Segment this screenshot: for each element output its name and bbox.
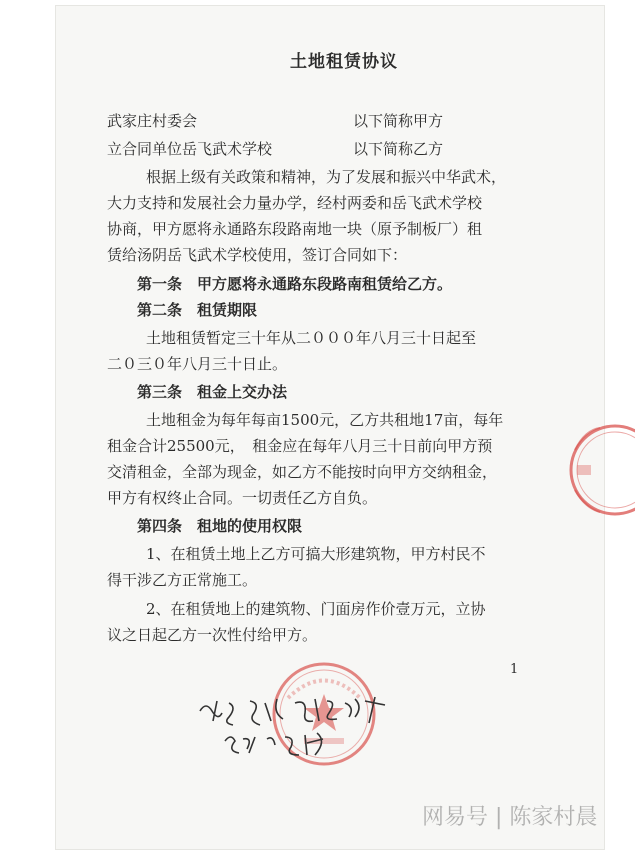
intro-line: 赁给汤阴岳飞武术学校使用，签订合同如下：: [107, 246, 408, 264]
article-2-line: 土地租赁暂定三十年从二０００年八月三十日起至: [146, 329, 477, 347]
document-title: 土地租赁协议: [290, 52, 398, 72]
handwritten-signature: [195, 693, 415, 763]
article-4-line: 议之日起乙方一次性付给甲方。: [107, 626, 318, 644]
page-number: 1: [510, 662, 519, 677]
article-4-line: 2、在租赁地上的建筑物、门面房作价壹万元，立协: [146, 600, 486, 618]
article-3-line: 甲方有权终止合同。一切责任乙方自负。: [107, 489, 378, 507]
article-4-title: 第四条 租地的使用权限: [137, 517, 303, 535]
article-2-title: 第二条 租赁期限: [137, 301, 258, 319]
article-4-line: 得干涉乙方正常施工。: [107, 571, 258, 589]
red-seal-stamp-icon: [555, 410, 635, 530]
article-3-line: 交清租金，全部为现金，如乙方不能按时向甲方交纳租金，: [107, 463, 498, 481]
intro-line: 根据上级有关政策和精神，为了发展和振兴中华武术，: [146, 168, 507, 186]
party-a-label: 以下简称甲方: [353, 112, 444, 130]
article-2-line: 二０三０年八月三十日止。: [107, 355, 288, 373]
intro-line: 协商，甲方愿将永通路东段路南地一块（原予制板厂）租: [107, 220, 483, 238]
watermark: 网易号 | 陈家村晨: [422, 805, 598, 830]
article-3-title: 第三条 租金上交办法: [137, 383, 288, 401]
party-a-name: 武家庄村委会: [107, 112, 198, 130]
article-1: 第一条 甲方愿将永通路东段路南租赁给乙方。: [137, 275, 453, 293]
party-b-name: 立合同单位岳飞武术学校: [107, 140, 273, 158]
party-b-label: 以下简称乙方: [353, 140, 444, 158]
intro-line: 大力支持和发展社会力量办学，经村两委和岳飞武术学校: [107, 194, 483, 212]
article-4-line: 1、在租赁土地上乙方可搞大形建筑物，甲方村民不: [146, 545, 486, 563]
article-3-line: 土地租金为每年每亩1500元，乙方共租地17亩，每年: [146, 411, 504, 429]
article-3-line: 租金合计25500元， 租金应在每年八月三十日前向甲方预: [107, 437, 493, 455]
